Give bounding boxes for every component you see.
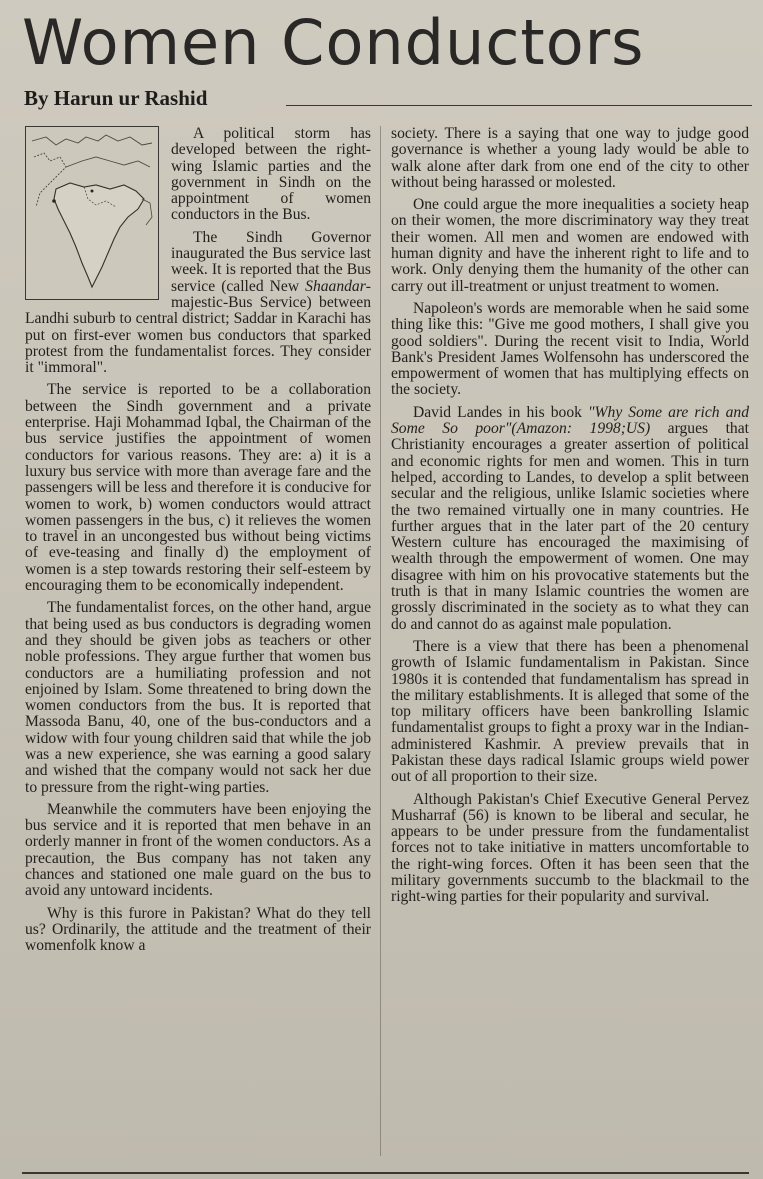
byline: By Harun ur Rashid bbox=[24, 86, 208, 110]
text-run: The Sindh Governor inaugurated the Bus service last week. It is reported that the Bus service (called New bbox=[171, 228, 371, 295]
left-column bbox=[25, 126, 371, 1166]
paragraph: The service is reported to be a collaboration between the Sindh government and a private enterprise. Haji Mohammad Iqbal, the Chairman of the bus service justifies the appointment of women conductors for various reasons. They are: a) it is a luxury bus service with more than average fare and the passengers will be less and therefore it is conducive for women to work, b) women conductors would attract women passengers in the bus, c) it relieves the women to travel in an uncongested bus without being victims of eve-teasing and finally d) the employment of women is a step towards restoring their self-esteem by encouraging them to be economically independent. bbox=[25, 381, 371, 595]
paragraph: The fundamentalist forces, on the other hand, argue that being used as bus conductors is degrading women and they should be given jobs as teachers or other noble professions. They argue further that women bus conductors are a humiliating profession and not enjoined by Islam. Some threatened to bring down the women conductors from the bus. It is reported that Massoda Banu, 40, one of the bus-conductors and a widow with four young children said that while the job was a new experience, she was earning a good salary and wished that the company would not sack her due to pressure from the right-wing parties. bbox=[25, 599, 371, 796]
map-figure bbox=[25, 126, 159, 300]
text-run: David Landes in his book bbox=[413, 403, 588, 421]
text-run: argues that Christianity encourages a greater assertion of political and economic rights for men and women. This in turn helped, according to Landes, to develop a split between secular and the religious, unlike Islamic societies where the two remained virtually one in many countries. He further argues that in the later part of the 20 century Western culture has encouraged the maximising of wealth through the empowerment of women. One may disagree with him on his provocative statements but the truth is that in many Islamic countries the women are grossly discriminated in the society as to what they can do and cannot do as against male population. bbox=[391, 420, 749, 633]
paragraph: One could argue the more inequalities a society heap on their women, the more discriminatory way they treat their women. All men and women are endowed with human dignity and have the inherent right to life and to work. Only denying them the humanity of the other can carry out ill-treatment or unjust treatment to women. bbox=[391, 196, 749, 295]
paragraph bbox=[391, 405, 749, 633]
byline-row bbox=[24, 86, 752, 112]
paragraph: Why is this furore in Pakistan? What do they tell us? Ordinarily, the attitude and the treatment of their womenfolk know a bbox=[25, 904, 371, 955]
paragraph: A political storm has developed between the right-wing Islamic parties and the government in Sindh on the appointment of women conductors in the Bus. bbox=[171, 126, 371, 224]
italic-text: Shaandar bbox=[305, 277, 366, 295]
paragraph: society. There is a saying that one way to judge good governance is whether a young lady would be able to walk alone after dark from one end of the city to other without being harassed or molested. bbox=[391, 126, 749, 191]
headline: Women Conductors bbox=[22, 6, 645, 79]
text-run: -majestic-Bus Service) between Landhi suburb to central district; Saddar in Karachi has put on first-ever women bus conductors that sparked protest from the fundamentalist forces. They consider it "immoral". bbox=[25, 277, 371, 377]
paragraph: Although Pakistan's Chief Executive General Pervez Musharraf (56) is known to be liberal and secular, he appears to be under pressure from the fundamentalist forces not to take initiative in matters uncomfortable to the right-wing forces. Often it has been seen that the military governments succumb to the blackmail to the right-wing parties for their popularity and survival. bbox=[391, 790, 749, 906]
right-column bbox=[391, 126, 749, 1166]
book-title: "Why Some are rich and Some So poor"(Amazon: 1998;US) bbox=[391, 403, 749, 438]
paragraph: Meanwhile the commuters have been enjoying the bus service and it is reported that men behave in an orderly manner in front of the women conductors. As a precaution, the Bus company has not taken any chances and stationed one male guard on the bus to avoid any untoward incidents. bbox=[25, 800, 371, 900]
column-divider bbox=[380, 126, 381, 1156]
byline-rule bbox=[286, 105, 752, 106]
bottom-rule bbox=[22, 1172, 749, 1174]
paragraph: Napoleon's words are memorable when he said some thing like this: "Give me good mothers, I shall give you good soldiers". During the recent visit to India, World Bank's President James Wolfensohn has underscored the empowerment of women that has multiplying effects on the society. bbox=[391, 299, 749, 399]
paragraph: There is a view that there has been a phenomenal growth of Islamic fundamentalism in Pakistan. Since 1980s it is contended that fundamentalism has spread in the military establishments. It is alleged that some of the top military officers have been bankrolling Islamic fundamentalist groups to fight a proxy war in the Indian-administered Kashmir. A preview prevails that in Pakistan these days radical Islamic groups wield power out of all proportion to their size. bbox=[391, 637, 749, 786]
pakistan-india-map-icon bbox=[26, 127, 158, 299]
